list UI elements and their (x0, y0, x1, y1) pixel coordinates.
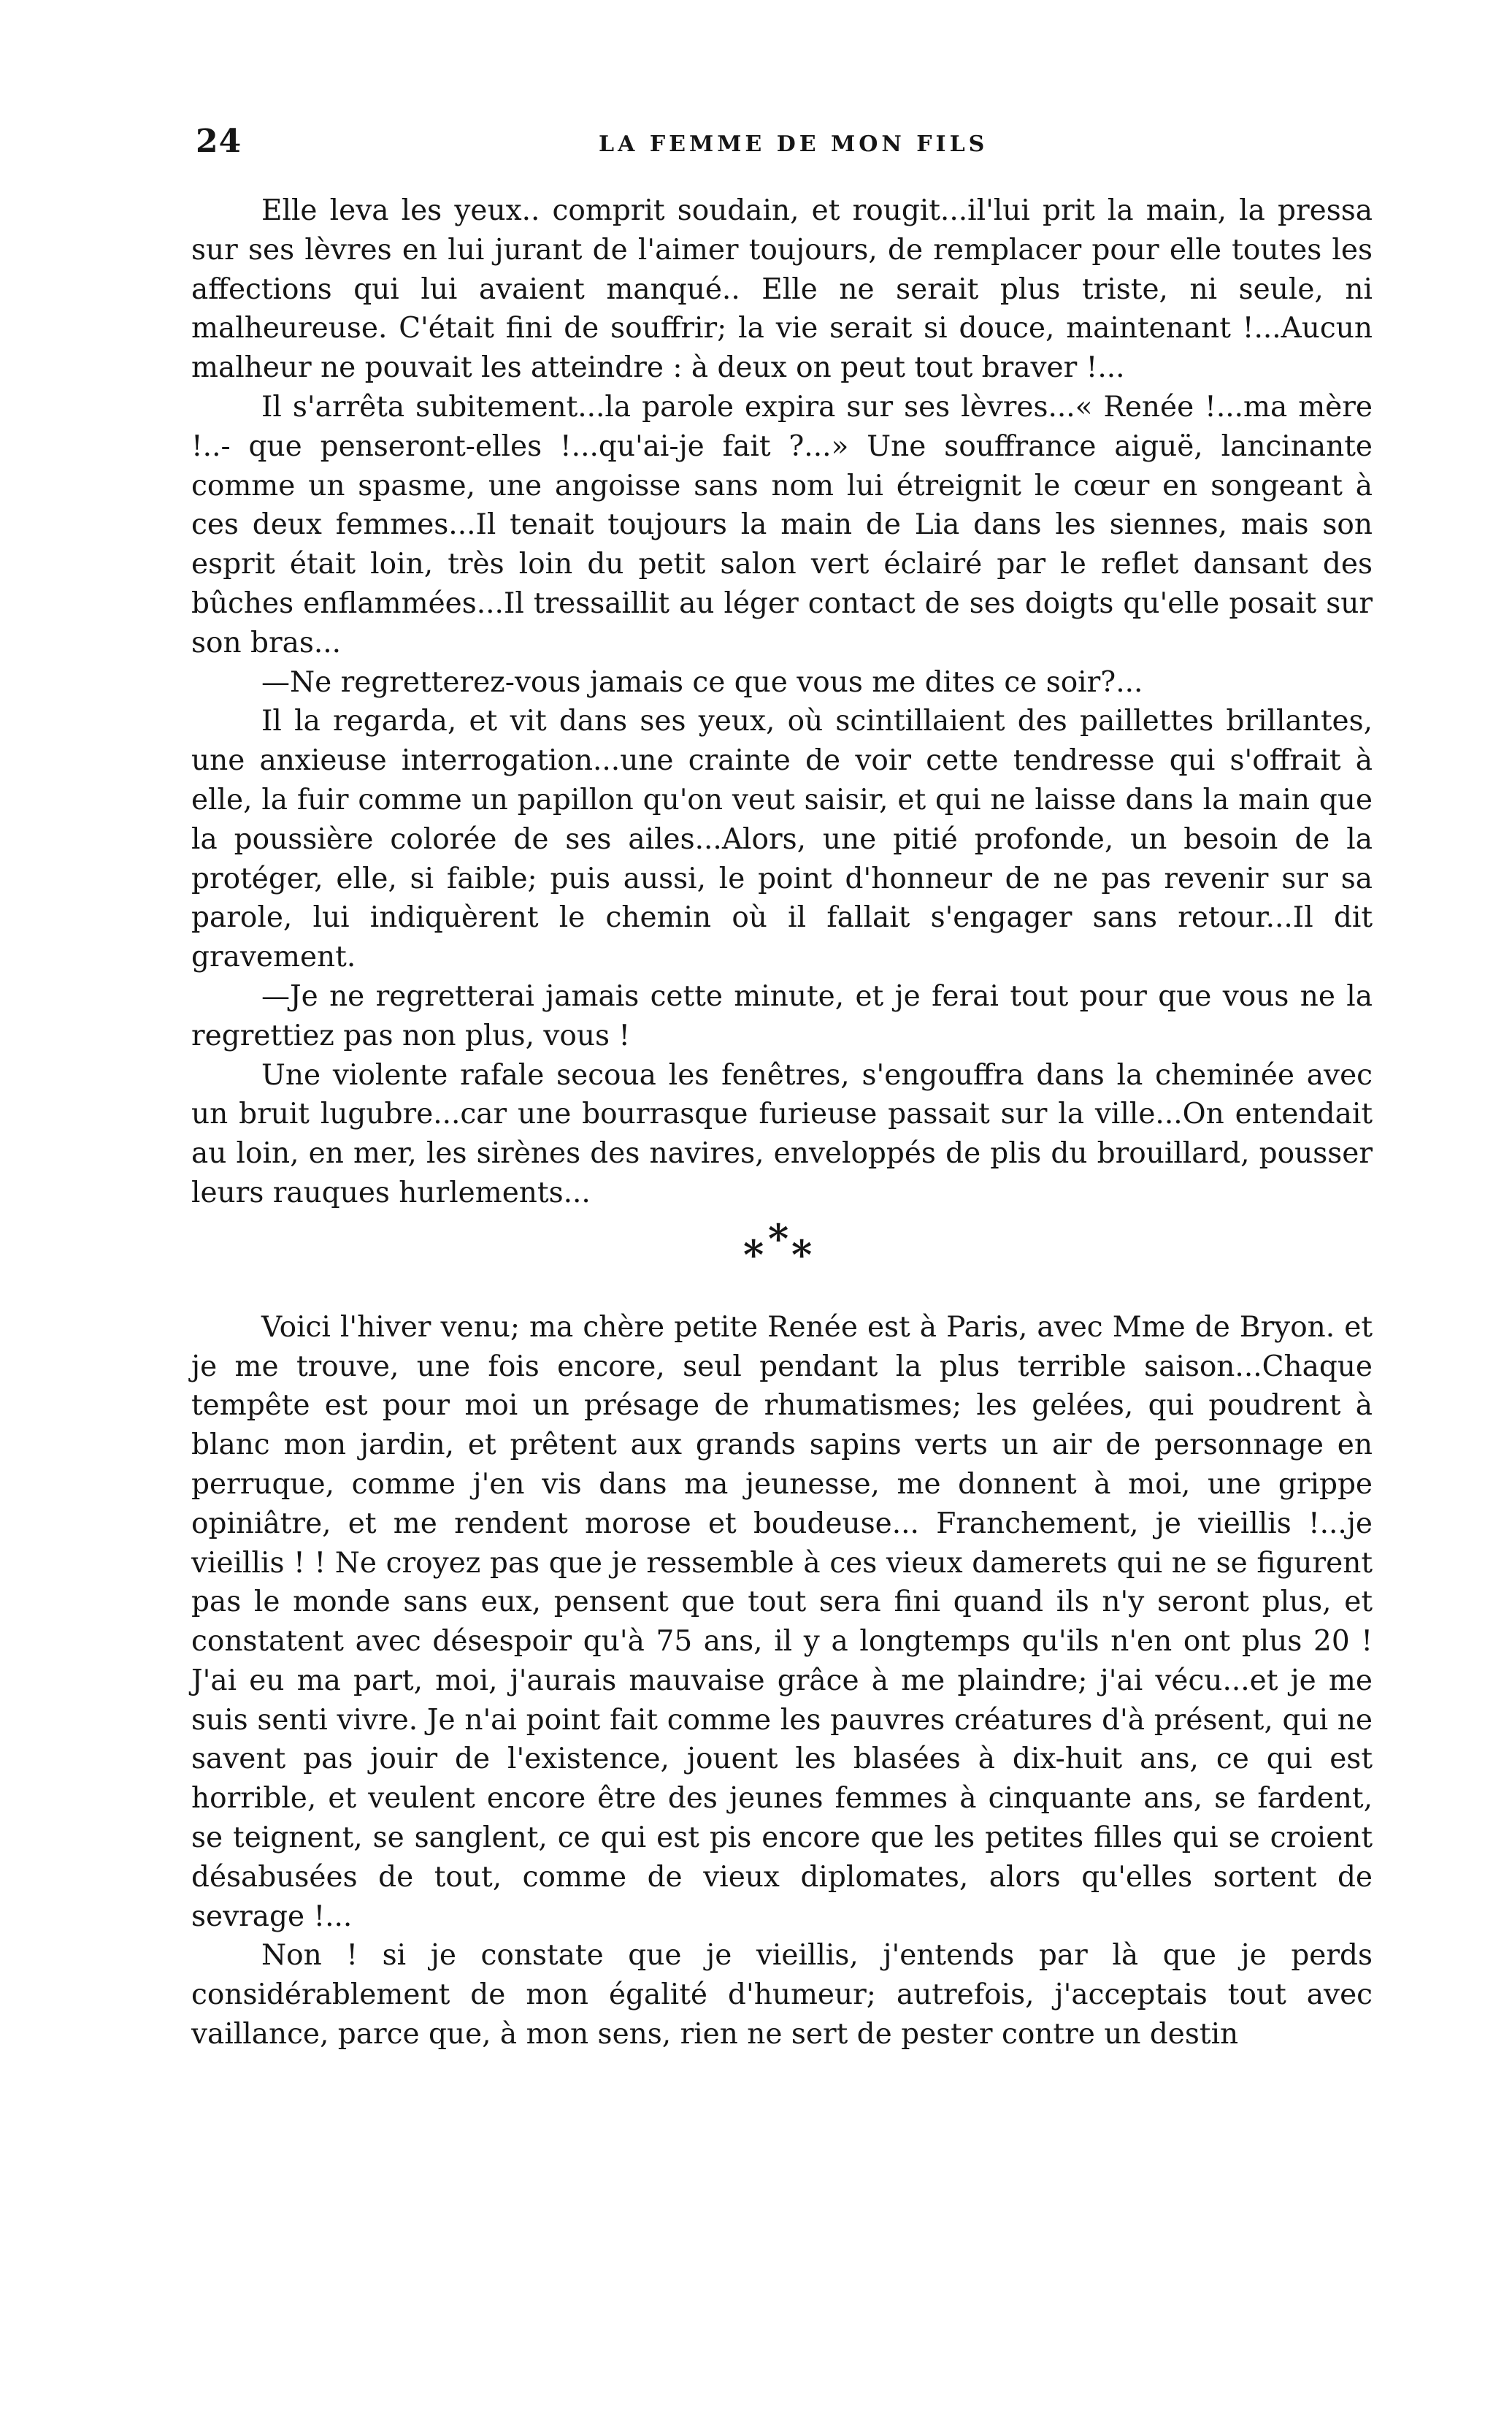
section-break-asterism (191, 1213, 1373, 1308)
running-title: LA FEMME DE MON FILS (599, 131, 989, 157)
paragraph: Voici l'hiver venu; ma chère petite Renée est à Paris, avec Mme de Bryon. et je me trouve, une fois encore, seul pendant la plus terrible saison...Chaque tempête est pour moi un présage de rhumatismes; les gelées, qui poudrent à blanc mon jardin, et prêtent aux grands sapins verts un air de personnage en perruque, comme j'en vis dans ma jeunesse, me donnent à moi, une grippe opiniâtre, et me rendent morose et boudeuse... Franchement, je vieillis !...je vieillis ! ! Ne croyez pas que je ressemble à ces vieux damerets qui ne se figurent pas le monde sans eux, pensent que tout sera fini quand ils n'y seront plus, et constatent avec désespoir qu'à 75 ans, il y a longtemps qu'ils n'en ont plus 20 ! J'ai eu ma part, moi, j'aurais mauvaise grâce à me plaindre; j'ai vécu...et je me suis senti vivre. Je n'ai point fait comme les pauvres créatures d'à présent, qui ne savent pas jouir de l'existence, jouent les blasées à dix-huit ans, ce qui est horrible, et veulent encore être des jeunes femmes à cinquante ans, se fardent, se teignent, se sanglent, ce qui est pis encore que les petites filles qui se croient désabusées de tout, comme de vieux diplomates, alors qu'elles sortent de sevrage !... (191, 1310, 1373, 1933)
asterism-star: * (791, 1231, 813, 1278)
page-number: 24 (196, 123, 242, 160)
body-text (191, 191, 1373, 2054)
asterism-star: * (743, 1231, 764, 1278)
dialogue-line: —Ne regretterez-vous jamais ce que vous me dites ce soir?... (261, 665, 1143, 699)
asterism-star: * (768, 1214, 789, 1262)
paragraph: Il la regarda, et vit dans ses yeux, où scintillaient des paillettes brillantes, une anxieuse interrogation...une crainte de voir cette tendresse qui s'offrait à elle, la fuir comme un papillon qu'on veut saisir, et qui ne laisse dans la main que la poussière colorée de ses ailes...Alors, une pitié profonde, un besoin de la protéger, elle, si faible; puis aussi, le point d'honneur de ne pas revenir sur sa parole, lui indiquèrent le chemin où il fallait s'engager sans retour...Il dit gravement. (191, 705, 1373, 974)
dialogue-line: —Je ne regretterai jamais cette minute, et je ferai tout pour que vous ne la regrettiez pas non plus, vous ! (191, 979, 1373, 1052)
paragraph: Il s'arrêta subitement...la parole expira sur ses lèvres...« Renée !...ma mère !..- que penseront-elles !...qu'ai-je fait ?...» Une souffrance aiguë, lancinante comme un spasme, une angoisse sans nom lui étreignit le cœur en songeant à ces deux femmes...Il tenait toujours la main de Lia dans les siennes, mais son esprit était loin, très loin du petit salon vert éclairé par le reflet dansant des bûches enflammées...Il tressaillit au léger contact de ses doigts qu'elle posait sur son bras... (191, 390, 1373, 659)
paragraph: Une violente rafale secoua les fenêtres, s'engouffra dans la cheminée avec un bruit lugubre...car une bourrasque furieuse passait sur la ville...On entendait au loin, en mer, les sirènes des navires, enveloppés de plis du brouillard, pousser leurs rauques hurlements... (191, 1058, 1373, 1209)
paragraph: Elle leva les yeux.. comprit soudain, et rougit...il'lui prit la main, la pressa sur ses lèvres en lui jurant de l'aimer toujours, de remplacer pour elle toutes les affections qui lui avaient manqué.. Elle ne serait plus triste, ni seule, ni malheureuse. C'était fini de souffrir; la vie serait si douce, maintenant !...Aucun malheur ne pouvait les atteindre : à deux on peut tout braver !... (191, 194, 1373, 385)
paragraph: Non ! si je constate que je vieillis, j'entends par là que je perds considérablement de mon égalité d'humeur; autrefois, j'acceptais tout avec vaillance, parce que, à mon sens, rien ne sert de pester contre un destin (191, 1939, 1373, 2051)
